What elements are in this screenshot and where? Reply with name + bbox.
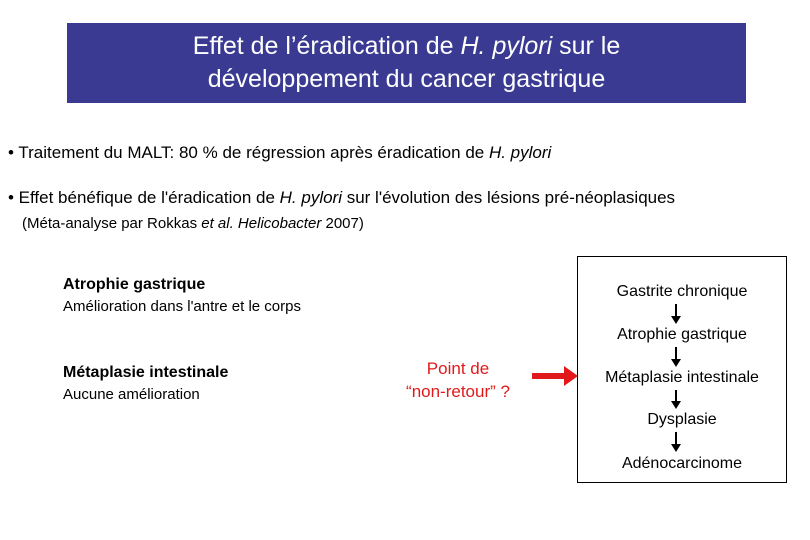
bullet-text: sur l'évolution des lésions pré-néoplasiques: [342, 188, 676, 207]
flow-step-chronic-gastritis: Gastrite chronique: [616, 283, 748, 300]
bullet-text: Traitement du MALT: 80 % de régression après éradication de: [13, 143, 489, 162]
metaplasia-heading: Métaplasie intestinale: [63, 364, 229, 381]
bullet-marker: •: [8, 143, 14, 162]
reference-year: 2007): [321, 215, 364, 232]
flow-step-adenocarcinoma: Adénocarcinome: [621, 455, 743, 472]
down-arrow-icon: [671, 304, 681, 324]
bullet-species: H. pylori: [488, 143, 552, 162]
reference-text: (Méta-analyse par Rokkas: [22, 215, 202, 232]
bullet-species: H. pylori: [279, 188, 342, 207]
reference-journal: et al. Helicobacter: [201, 215, 322, 232]
flow-step-intestinal-metaplasia: Métaplasie intestinale: [605, 369, 759, 386]
atrophy-detail: Amélioration dans l'antre et le corps: [63, 298, 301, 315]
bullet-marker: •: [8, 188, 14, 207]
down-arrow-icon: [671, 432, 681, 452]
down-arrow-icon: [671, 390, 681, 409]
flow-step-gastric-atrophy: Atrophie gastrique: [617, 326, 747, 343]
flow-step-dysplasia: Dysplasie: [647, 411, 717, 428]
point-line-1: Point de: [426, 359, 490, 378]
point-line-2: “non-retour” ?: [406, 382, 510, 401]
bullet-text: Effet bénéfique de l'éradication de: [13, 188, 280, 207]
atrophy-heading: Atrophie gastrique: [63, 276, 206, 293]
down-arrow-icon: [671, 347, 681, 367]
metaplasia-detail: Aucune amélioration: [63, 386, 200, 403]
title-line-2: développement du cancer gastrique: [207, 65, 606, 93]
title-text-part: sur le: [552, 32, 621, 60]
title-species: H. pylori: [460, 32, 553, 60]
red-arrow-icon: [532, 366, 578, 386]
title-text-part: Effet de l’éradication de: [192, 32, 461, 60]
